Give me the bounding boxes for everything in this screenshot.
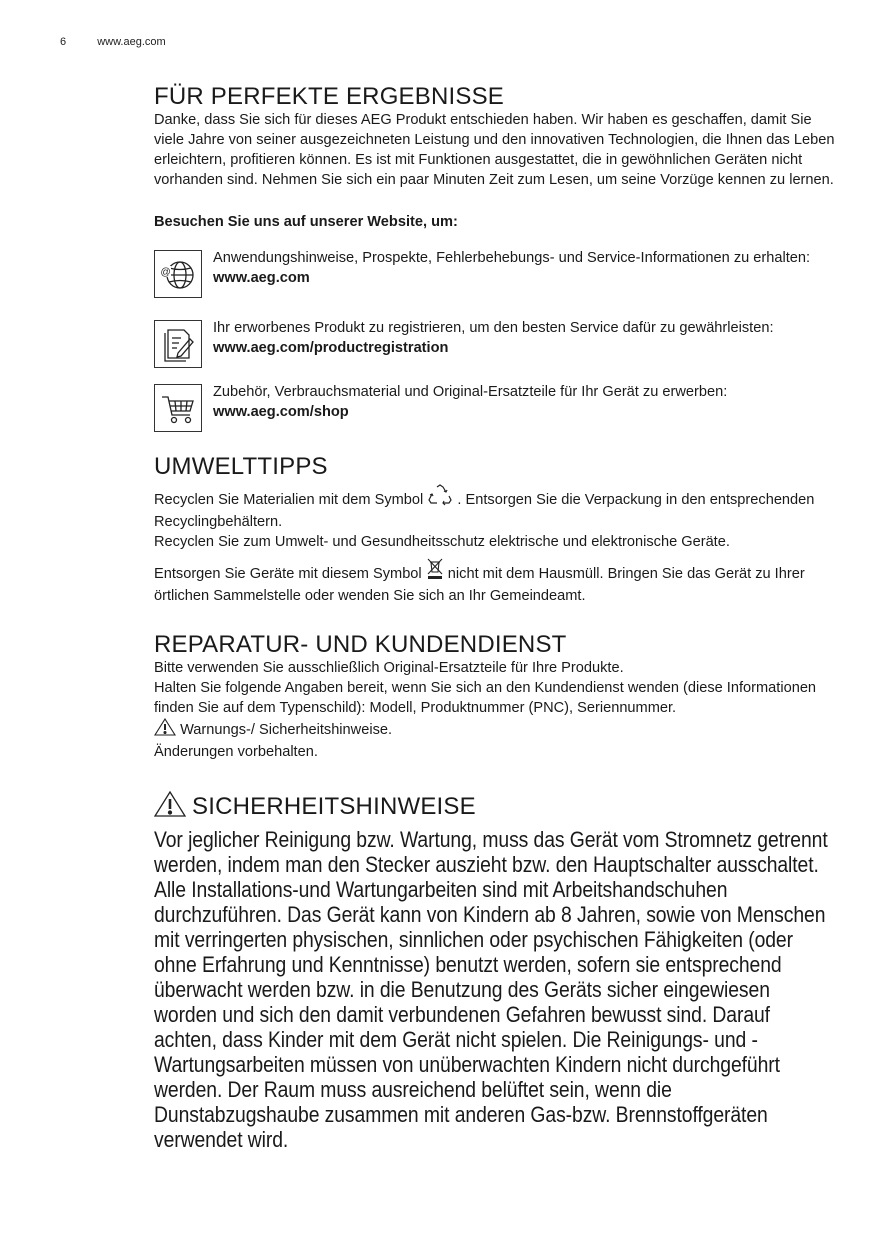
warning-icon (154, 718, 176, 742)
service-warning (154, 718, 839, 742)
link-info-url[interactable]: www.aeg.com (213, 270, 310, 286)
crossed-bin-icon (426, 558, 444, 586)
service-warning-text: Warnungs-/ Sicherheitshinweise. (180, 722, 393, 738)
link-shop-text: Zubehör, Verbrauchsmaterial und Original-Ersatzteile für Ihr Gerät zu erwerben: (213, 384, 728, 400)
service-line1: Bitte verwenden Sie ausschließlich Original-Ersatzteile für Ihre Produkte. (154, 660, 624, 676)
link-row-registration (154, 318, 839, 368)
intro-title: FÜR PERFEKTE ERGEBNISSE (154, 83, 504, 110)
recycle-text-before: Recyclen Sie Materialien mit dem Symbol (154, 492, 424, 508)
link-info-text: Anwendungshinweise, Prospekte, Fehlerbehebungs- und Service-Informationen zu erhalten: (213, 250, 811, 266)
registration-form-icon (154, 320, 202, 368)
link-row-shop (154, 382, 839, 432)
globe-at-icon (154, 250, 202, 298)
link-shop-url[interactable]: www.aeg.com/shop (213, 404, 349, 420)
safety-warning-icon (154, 790, 192, 823)
service-changes: Änderungen vorbehalten. (154, 744, 318, 760)
page-header (60, 36, 166, 48)
service-title: REPARATUR- UND KUNDENDIENST (154, 631, 567, 658)
safety-body: Vor jeglicher Reinigung bzw. Wartung, muss das Gerät vom Stromnetz getrennt werden, indem man den Stecker auszieht bzw. den Hauptschalter ausschaltet. Alle Installations-und Wartungarbeiten sind mit Arbeitshandschuhen durchzuführen. Das Gerät kann von Kindern ab 8 Jahren, sowie von Menschen mit verringerten physischen, sinnlichen oder psychischen Fähigkeiten (oder ohne Erfahrung und Kenntnisse) benutzt werden, sofern sie entsprechend überwacht werden bzw. in die Benutzung des Geräts sicher eingewiesen worden und sich den damit verbundenen Gefahren bewusst sind. Darauf achten, dass Kinder mit dem Gerät nicht spielen. Die Reinigungs- und -Wartungsarbeiten müssen von unüberwachten Kindern nicht durchgeführt werden. Der Raum muss ausreichend belüftet sein, wenn die Dunstabzugshaube zusammen mit anderen Gas-bzw. Brennstoffgeräten verwendet wird. (154, 827, 828, 1152)
intro-section (154, 84, 839, 432)
dispose-text-after: nicht mit dem Hausmüll. Bringen Sie das Gerät zu Ihrer örtlichen Sammelstelle oder wenden Sie sich an Ihr Gemeindeamt. (154, 566, 805, 604)
visit-heading: Besuchen Sie uns auf unserer Website, um: (154, 214, 458, 230)
recycle-icon (427, 484, 453, 512)
dispose-text (154, 558, 839, 606)
service-line2: Halten Sie folgende Angaben bereit, wenn Sie sich an den Kundendienst wenden (diese Informationen finden Sie auf dem Typenschild): Modell, Produktnummer (PNC), Seriennummer. (154, 680, 817, 716)
recycle-text-after: . Entsorgen Sie die Verpackung in den entsprechenden Recyclingbehältern. (154, 492, 815, 530)
svg-text:@: @ (160, 267, 171, 278)
safety-title: SICHERHEITSHINWEISE (192, 792, 476, 820)
safety-heading (154, 790, 839, 823)
environment-section (154, 454, 839, 606)
intro-body: Danke, dass Sie sich für dieses AEG Produkt entschieden haben. Wir haben es geschaffen, damit Sie viele Jahre von seiner ausgezeichneten Leistung und den innovativen Technologien, die Ihnen das Leben erleichtern, profitieren können. Es ist mit Funktionen ausgestattet, die in gewöhnlichen Geräten nicht vorhanden sind. Nehmen Sie sich ein paar Minuten Zeit zum Lesen, um seine Vorzüge kennen zu lernen. (154, 112, 835, 188)
link-row-info (154, 248, 839, 298)
recycle-text (154, 484, 839, 532)
link-registration-text: Ihr erworbenes Produkt zu registrieren, um den besten Service dafür zu gewährleisten: (213, 320, 774, 336)
page-content (154, 84, 839, 1152)
recycle-line2: Recyclen Sie zum Umwelt- und Gesundheitsschutz elektrische und elektronische Geräte. (154, 534, 730, 550)
page-number: 6 (60, 36, 67, 48)
shopping-cart-icon (154, 384, 202, 432)
link-registration-url[interactable]: www.aeg.com/productregistration (213, 340, 449, 356)
dispose-text-before: Entsorgen Sie Geräte mit diesem Symbol (154, 566, 422, 582)
header-url[interactable]: www.aeg.com (97, 36, 166, 48)
safety-section (154, 790, 839, 1152)
service-section (154, 632, 839, 762)
environment-title: UMWELTTIPPS (154, 453, 328, 480)
